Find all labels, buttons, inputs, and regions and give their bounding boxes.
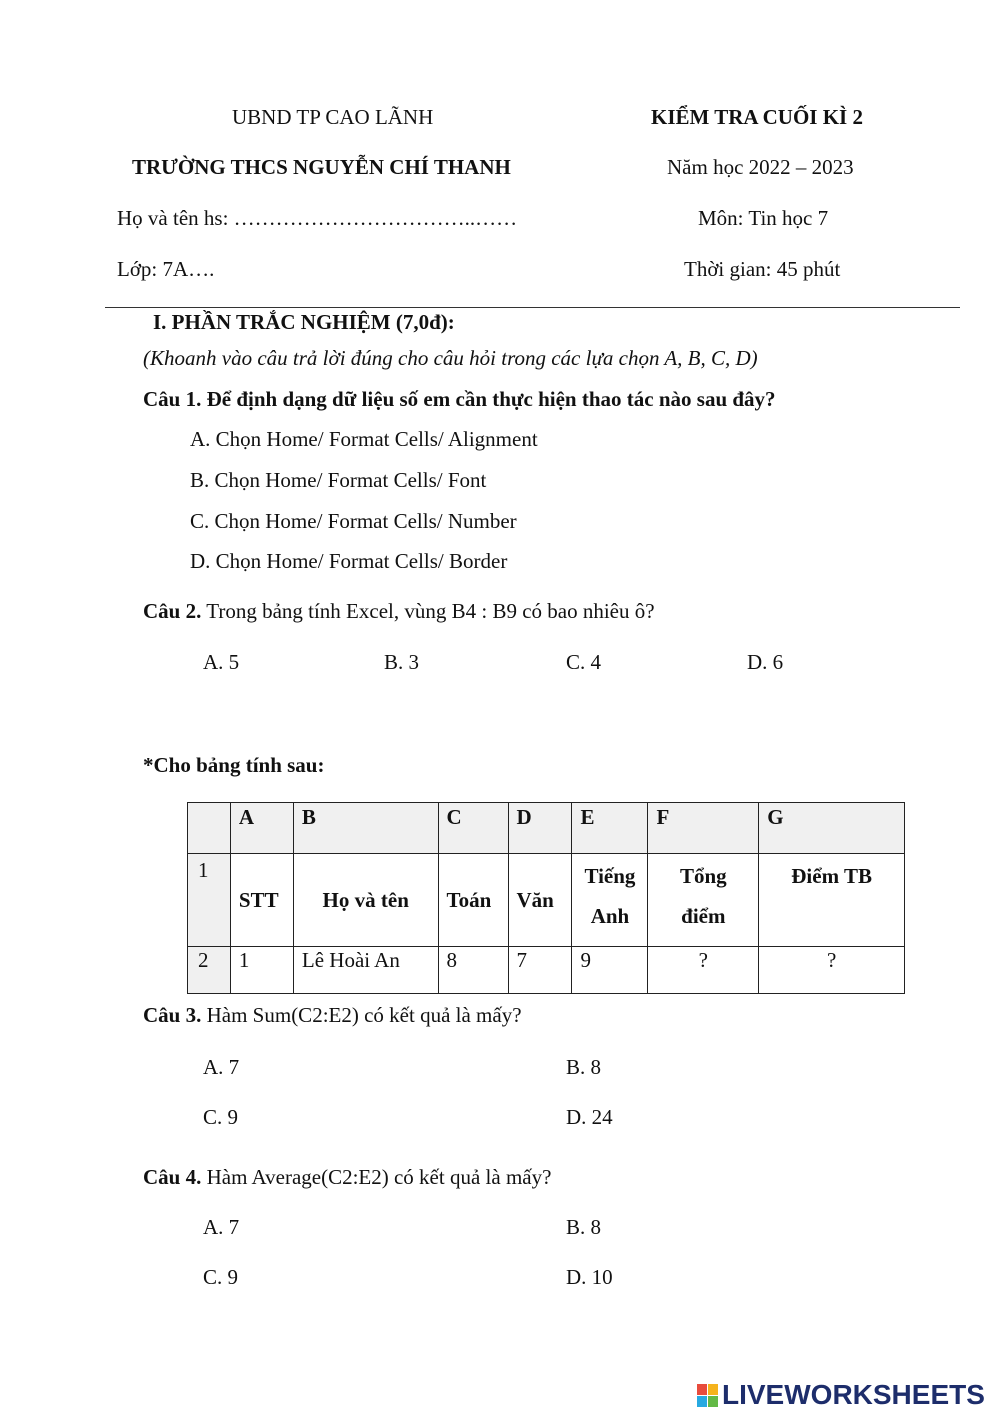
district-name: UBND TP CAO LÃNH (232, 105, 434, 129)
q2-option-b[interactable]: B. 3 (384, 650, 420, 674)
cell-stt: 1 (230, 947, 293, 994)
table-intro: *Cho bảng tính sau: (143, 753, 325, 777)
school-name: TRƯỜNG THCS NGUYỄN CHÍ THANH (132, 155, 511, 179)
q1-option-d[interactable]: D. Chọn Home/ Format Cells/ Border (190, 549, 508, 573)
tieng-anh-line1: Tiếng (584, 864, 636, 888)
col-header-f: F (648, 803, 759, 854)
cell-diem-tb-header: Điểm TB (759, 854, 905, 947)
q2-option-d[interactable]: D. 6 (747, 650, 784, 674)
subject: Môn: Tin học 7 (698, 206, 829, 230)
q4-option-a[interactable]: A. 7 (203, 1215, 240, 1239)
q2-text: Trong bảng tính Excel, vùng B4 : B9 có bao nhiêu ô? (201, 599, 655, 623)
q3-text: Hàm Sum(C2:E2) có kết quả là mấy? (201, 1003, 522, 1027)
tong-diem-line1: Tổng (680, 864, 727, 888)
q3-label: Câu 3. (143, 1003, 202, 1027)
student-name-field[interactable]: Họ và tên hs: ……………………………..…… (117, 206, 518, 230)
class-field[interactable]: Lớp: 7A…. (117, 257, 215, 281)
q3-option-a[interactable]: A. 7 (203, 1055, 240, 1079)
exam-title: KIỂM TRA CUỐI KÌ 2 (651, 105, 863, 129)
cell-toan-header: Toán (438, 854, 508, 947)
question-4 (143, 1167, 551, 1188)
cell-diem-tb: ? (759, 947, 905, 994)
spreadsheet-table (187, 802, 905, 994)
row-header-1: 1 (188, 854, 231, 947)
cell-tong-diem: ? (648, 947, 759, 994)
col-header-d: D (508, 803, 572, 854)
q4-option-d[interactable]: D. 10 (566, 1265, 613, 1289)
col-header-c: C (438, 803, 508, 854)
q2-option-c[interactable]: C. 4 (566, 650, 602, 674)
q2-label: Câu 2. (143, 599, 202, 623)
row-header-2: 2 (188, 947, 231, 994)
brand-text: LIVEWORKSHEETS (722, 1379, 985, 1410)
question-1: Câu 1. Để định dạng dữ liệu số em cần thực hiện thao tác nào sau đây? (143, 387, 776, 411)
q1-option-c[interactable]: C. Chọn Home/ Format Cells/ Number (190, 509, 517, 533)
q3-option-b[interactable]: B. 8 (566, 1055, 602, 1079)
cell-van: 7 (508, 947, 572, 994)
corner-cell (188, 803, 231, 854)
cell-stt-header: STT (230, 854, 293, 947)
header-divider (105, 307, 960, 308)
question-3 (143, 1005, 522, 1026)
section-title: I. PHẦN TRẮC NGHIỆM (7,0đ): (153, 310, 455, 334)
q1-option-a[interactable]: A. Chọn Home/ Format Cells/ Alignment (190, 427, 538, 451)
q3-option-c[interactable]: C. 9 (203, 1105, 239, 1129)
cell-van-header: Văn (508, 854, 572, 947)
col-header-b: B (293, 803, 438, 854)
duration: Thời gian: 45 phút (684, 257, 841, 281)
liveworksheets-logo (697, 1380, 985, 1410)
cell-tieng-anh: 9 (572, 947, 648, 994)
column-header-row (188, 803, 905, 854)
q3-option-d[interactable]: D. 24 (566, 1105, 613, 1129)
section-instruction: (Khoanh vào câu trả lời đúng cho câu hỏi trong các lựa chọn A, B, C, D) (143, 346, 758, 370)
cell-tong-diem-header (648, 854, 759, 947)
col-header-a: A (230, 803, 293, 854)
q4-option-c[interactable]: C. 9 (203, 1265, 239, 1289)
q4-option-b[interactable]: B. 8 (566, 1215, 602, 1239)
tieng-anh-line2: Anh (590, 904, 630, 928)
col-header-e: E (572, 803, 648, 854)
table-row (188, 947, 905, 994)
tong-diem-line2: điểm (681, 904, 726, 928)
cell-name-header: Họ và tên (293, 854, 438, 947)
school-year: Năm học 2022 – 2023 (667, 155, 854, 179)
liveworksheets-icon (697, 1384, 718, 1407)
q4-text: Hàm Average(C2:E2) có kết quả là mấy? (201, 1165, 552, 1189)
cell-tieng-anh-header (572, 854, 648, 947)
question-2 (143, 601, 655, 622)
q4-label: Câu 4. (143, 1165, 202, 1189)
table-row (188, 854, 905, 947)
cell-toan: 8 (438, 947, 508, 994)
q1-option-b[interactable]: B. Chọn Home/ Format Cells/ Font (190, 468, 487, 492)
col-header-g: G (759, 803, 905, 854)
q2-option-a[interactable]: A. 5 (203, 650, 240, 674)
cell-name: Lê Hoài An (293, 947, 438, 994)
